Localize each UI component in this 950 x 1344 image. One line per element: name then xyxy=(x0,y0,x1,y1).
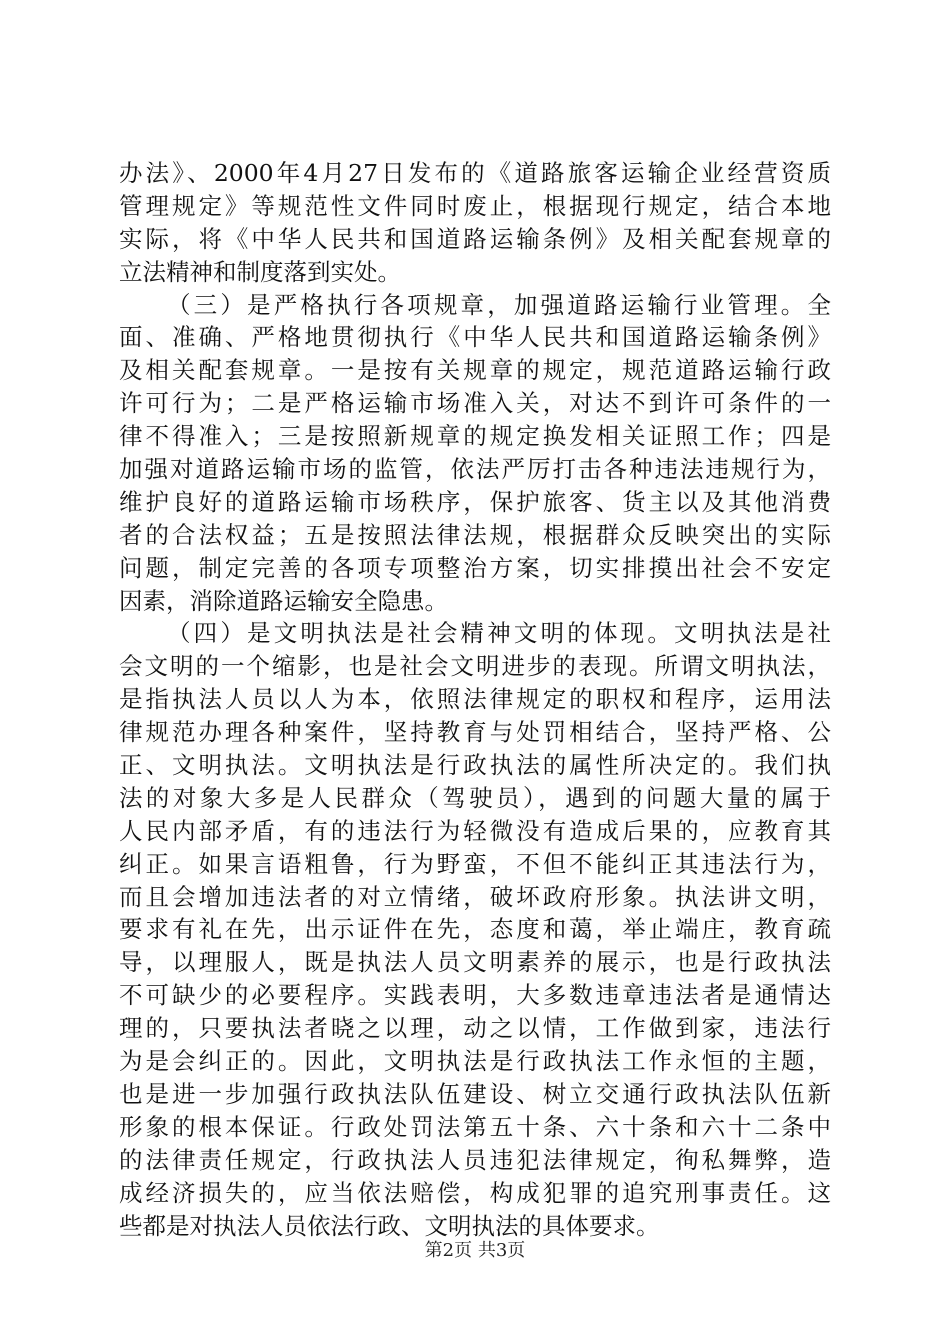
text-line: 办法》、2000年4月27日发布的《道路旅客运输企业经营资质 xyxy=(119,159,831,187)
text-line: 形象的根本保证。行政处罚法第五十条、六十条和六十二条中 xyxy=(119,1112,831,1141)
text-line: 立法精神和制度落到实处。 xyxy=(119,257,401,286)
text-line: 维护良好的道路运输市场秩序，保护旅客、货主以及其他消费 xyxy=(119,487,831,516)
text-line: 者的合法权益；五是按照法律法规，根据群众反映突出的实际 xyxy=(119,520,831,549)
text-line: 人民内部矛盾，有的违法行为轻微没有造成后果的，应教育其 xyxy=(119,816,831,845)
text-line: 问题，制定完善的各项专项整治方案，切实排摸出社会不安定 xyxy=(119,553,831,582)
text-line: 理的，只要执法者晓之以理，动之以情，工作做到家，违法行 xyxy=(119,1014,831,1043)
text-line: 是指执法人员以人为本，依照法律规定的职权和程序，运用法 xyxy=(119,685,831,714)
text-line: 管理规定》等规范性文件同时废止，根据现行规定，结合本地 xyxy=(119,191,831,220)
text-line: 的法律责任规定，行政执法人员违犯法律规定，徇私舞弊，造 xyxy=(119,1145,831,1174)
text-line: 许可行为；二是严格运输市场准入关，对达不到许可条件的一 xyxy=(119,389,831,418)
text-line: 加强对道路运输市场的监管，依法严厉打击各种违法违规行为， xyxy=(119,455,831,484)
text-line: 实际，将《中华人民共和国道路运输条例》及相关配套规章的 xyxy=(119,224,831,253)
text-line: 而且会增加违法者的对立情绪，破坏政府形象。执法讲文明， xyxy=(119,882,831,911)
text-line: 律规范办理各种案件，坚持教育与处罚相结合，坚持严格、公 xyxy=(119,718,831,747)
text-line: 面、准确、严格地贯彻执行《中华人民共和国道路运输条例》 xyxy=(119,323,831,352)
page-footer: 第2页 共3页 xyxy=(424,1240,526,1261)
text-line: 成经济损失的，应当依法赔偿，构成犯罪的追究刑事责任。这 xyxy=(119,1178,831,1207)
text-line: 因素，消除道路运输安全隐患。 xyxy=(119,586,448,615)
text-line: 会文明的一个缩影，也是社会文明进步的表现。所谓文明执法， xyxy=(119,652,831,681)
text-line: 法的对象大多是人民群众（驾驶员），遇到的问题大量的属于 xyxy=(119,783,831,812)
text-line: （三）是严格执行各项规章，加强道路运输行业管理。全 xyxy=(167,290,831,319)
text-line: 要求有礼在先，出示证件在先，态度和蔼，举止端庄，教育疏 xyxy=(119,915,831,944)
text-line: 纠正。如果言语粗鲁，行为野蛮，不但不能纠正其违法行为， xyxy=(119,849,831,878)
text-line: 些都是对执法人员依法行政、文明执法的具体要求。 xyxy=(119,1211,660,1240)
text-line: 不可缺少的必要程序。实践表明，大多数违章违法者是通情达 xyxy=(119,981,831,1010)
text-line: 及相关配套规章。一是按有关规章的规定，规范道路运输行政 xyxy=(119,356,831,385)
text-line: 为是会纠正的。因此，文明执法是行政执法工作永恒的主题， xyxy=(119,1047,831,1076)
text-line: 导，以理服人，既是执法人员文明素养的展示，也是行政执法 xyxy=(119,948,831,977)
text-line: 正、文明执法。文明执法是行政执法的属性所决定的。我们执 xyxy=(119,751,831,780)
document-body xyxy=(119,157,831,1242)
text-line: （四）是文明执法是社会精神文明的体现。文明执法是社 xyxy=(167,619,831,648)
text-line: 也是进一步加强行政执法队伍建设、树立交通行政执法队伍新 xyxy=(119,1079,831,1108)
text-line: 律不得准入；三是按照新规章的规定换发相关证照工作；四是 xyxy=(119,422,831,451)
